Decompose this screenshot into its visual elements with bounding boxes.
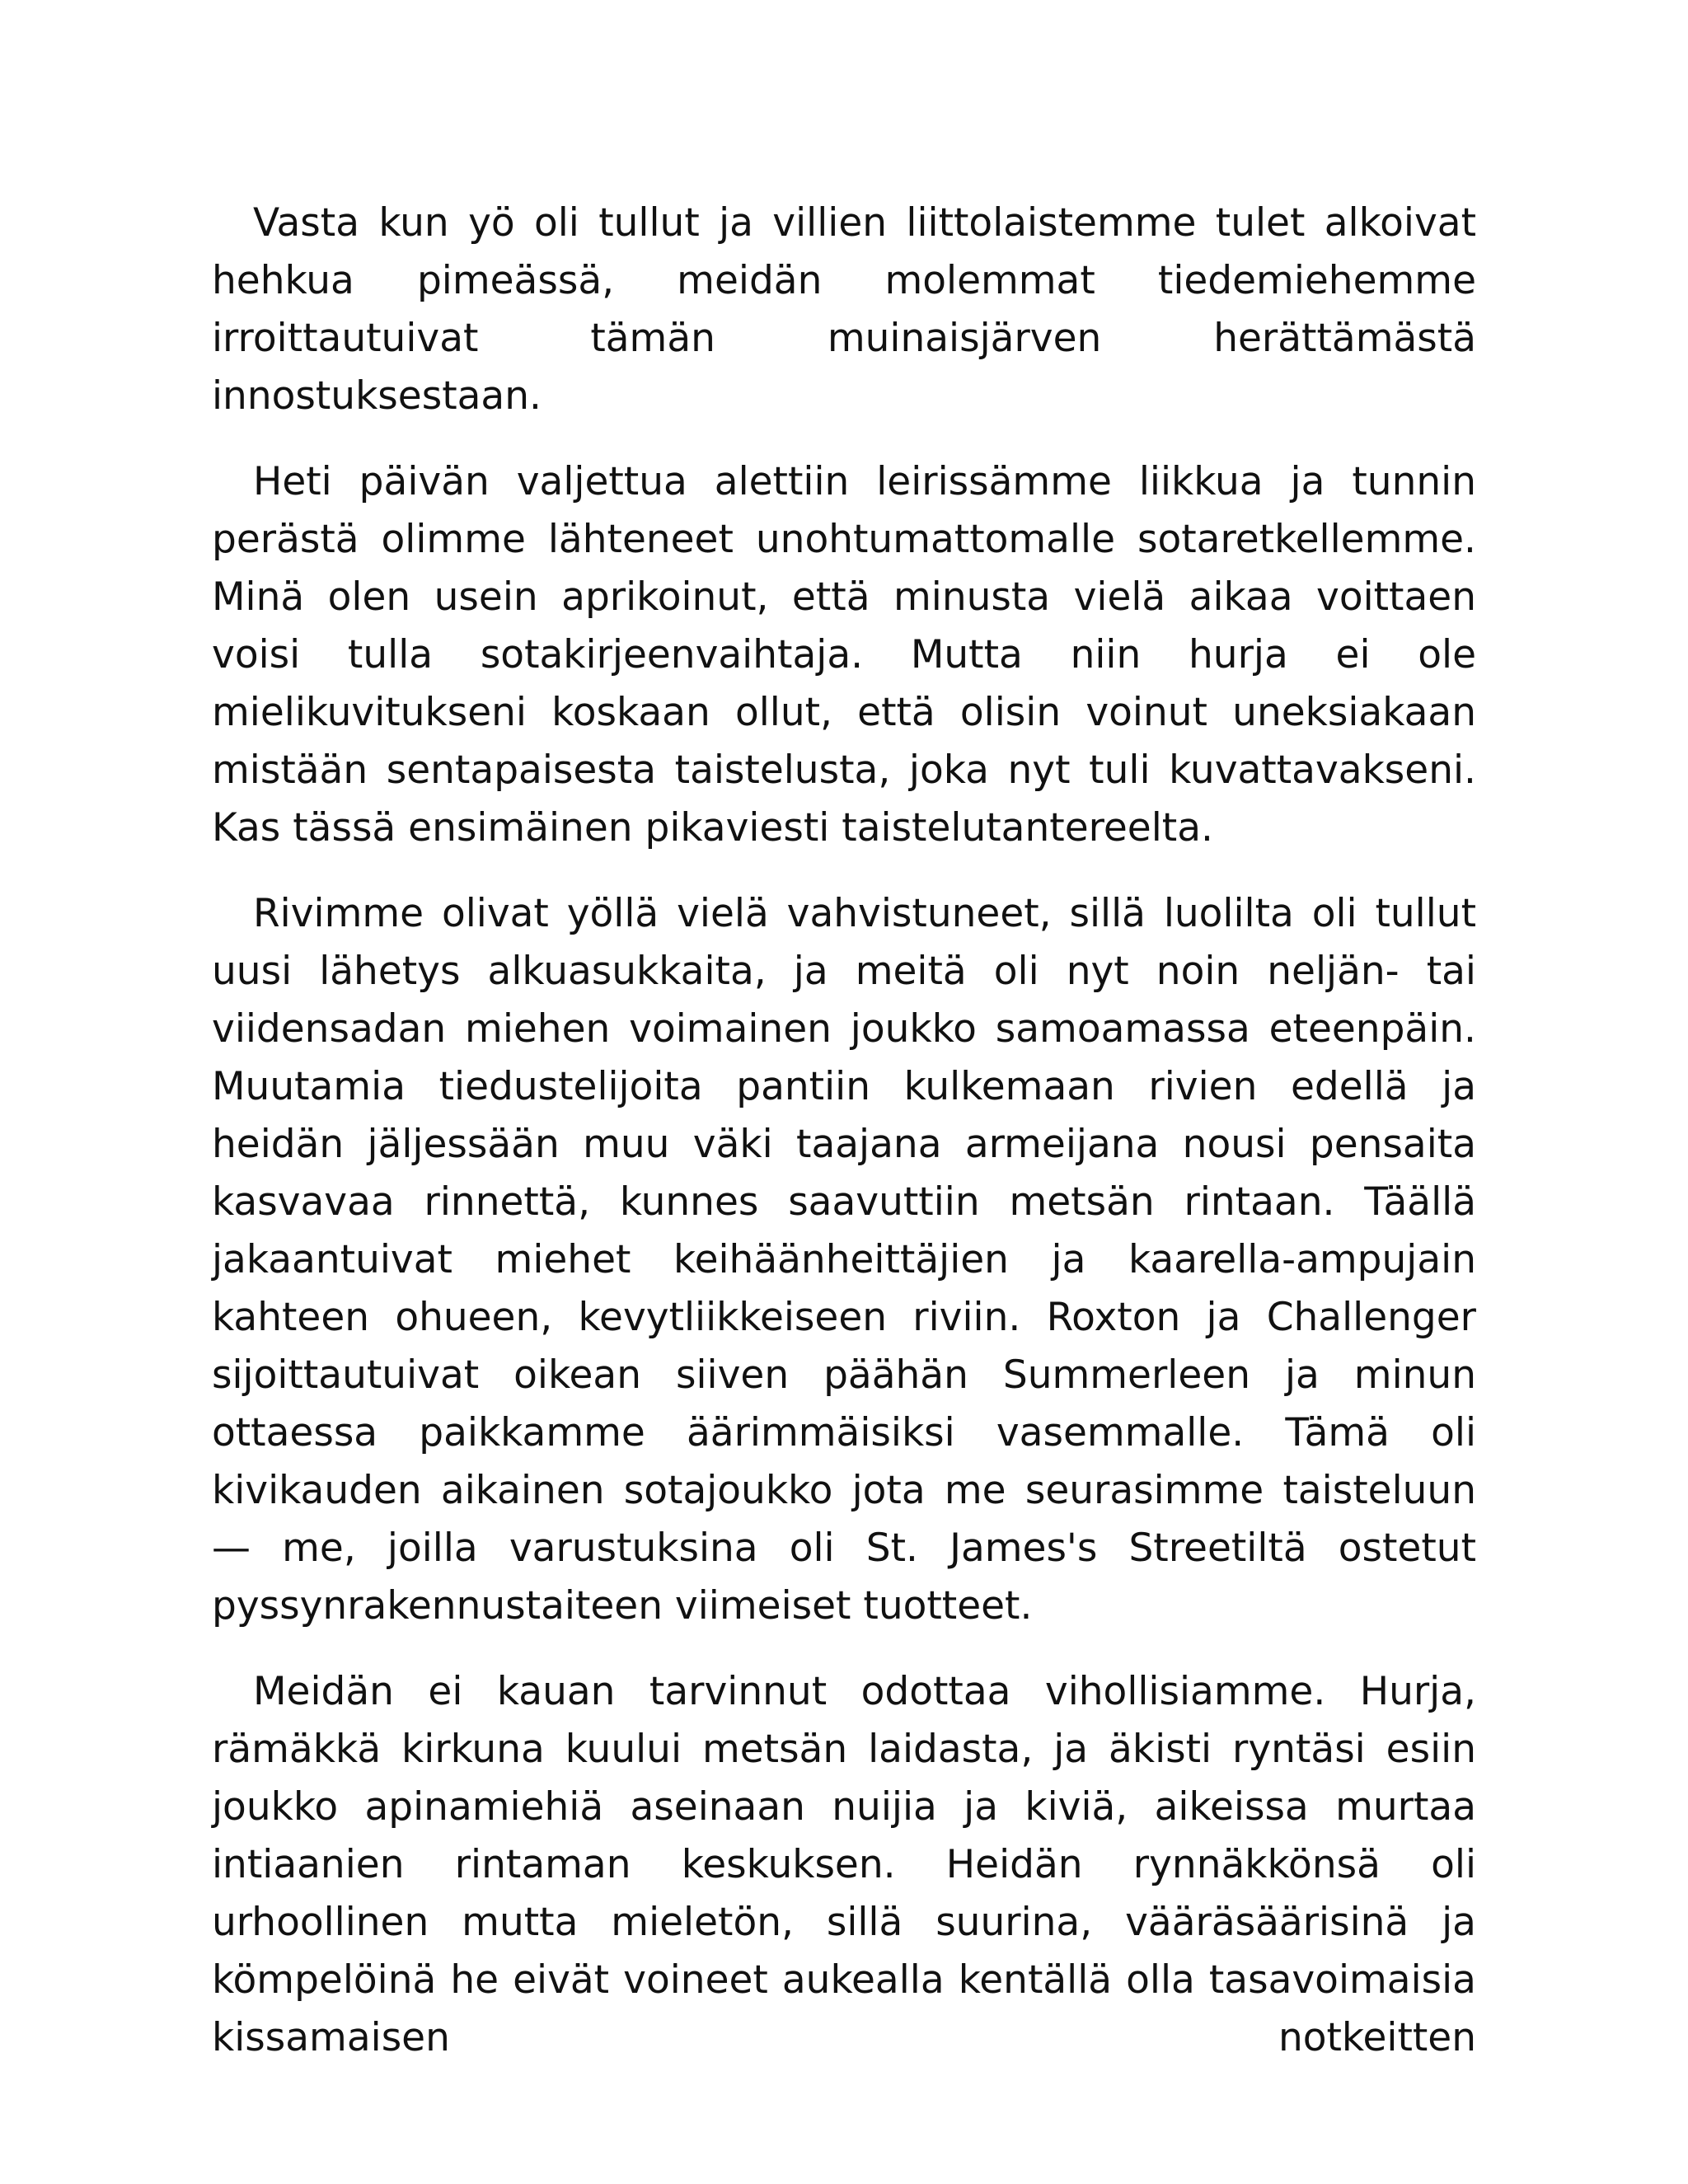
paragraph-3: Rivimme olivat yöllä vielä vahvistuneet, sillä luolilta oli tullut uusi lähetys alkuasukkaita, ja meitä oli nyt noin neljän- tai viidensadan miehen voimainen joukko samoamassa eteenpäin. Muutamia tiedustelijoita pantiin kulkemaan rivien edellä ja heidän jäljessään muu väki taajana armeijana nousi pensaita kasvavaa rinnettä, kunnes saavuttiin metsän rintaan. Täällä jakaantuivat miehet keihäänheittäjien ja kaarella-ampujain kahteen ohueen, kevytliikkeiseen riviin. Roxton ja Challenger sijoittautuivat oikean siiven päähän Summerleen ja minun ottaessa paikkamme äärimmäisiksi vasemmalle. Tämä oli kivikauden aikainen sotajoukko jota me seurasimme taisteluun — me, joilla varustuksina oli St. James's Streetiltä ostetut pyssynrakennustaiteen viimeiset tuotteet. xyxy=(212,891,1476,1629)
paragraph-2: Heti päivän valjettua alettiin leirissämme liikkua ja tunnin perästä olimme lähteneet unohtumattomalle sotaretkellemme. Minä olen usein aprikoinut, että minusta vielä aikaa voittaen voisi tulla sotakirjeenvaihtaja. Mutta niin hurja ei ole mielikuvitukseni koskaan ollut, että olisin voinut uneksiakaan mistään sentapaisesta taistelusta, joka nyt tuli kuvattavakseni. Kas tässä ensimäinen pikaviesti taistelutantereelta. xyxy=(212,459,1476,851)
paragraph-4: Meidän ei kauan tarvinnut odottaa vihollisiamme. Hurja, rämäkkä kirkuna kuului metsän laidasta, ja äkisti ryntäsi esiin joukko apinamiehiä aseinaan nuijia ja kiviä, aikeissa murtaa intiaanien rintaman keskuksen. Heidän rynnäkkönsä oli urhoollinen mutta mieletön, sillä suurina, vääräsäärisinä ja kömpelöinä he eivät voineet aukealla kentällä olla tasavoimaisia kissamaisen notkeitten xyxy=(212,1669,1476,2060)
document-page xyxy=(212,194,1476,2095)
paragraph-1: Vasta kun yö oli tullut ja villien liittolaistemme tulet alkoivat hehkua pimeässä, meidän molemmat tiedemiehemme irroittautuivat tämän muinaisjärven herättämästä innostuksestaan. xyxy=(212,200,1476,419)
